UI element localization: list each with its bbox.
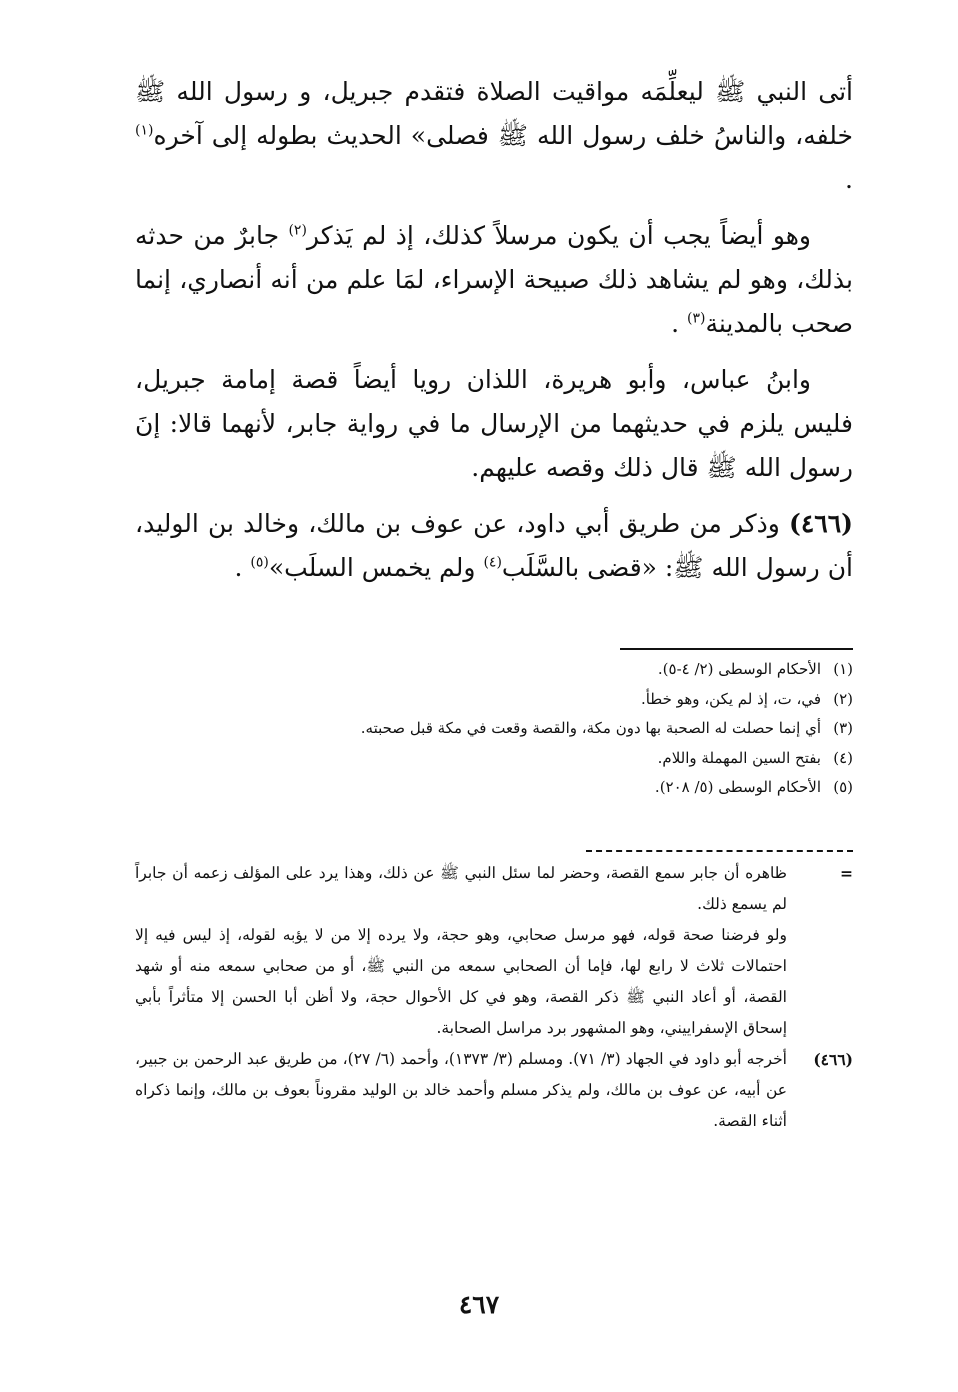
footnote-ref-2[interactable]: (٢): [288, 222, 307, 239]
paragraph-4-text-b: ولم يخمس السلَب»: [268, 553, 476, 582]
footnote-number: (٢): [833, 689, 853, 708]
main-paragraph-4: [135, 502, 853, 590]
main-paragraph-1: [135, 70, 853, 202]
footnotes: [230, 655, 853, 803]
continuation-body: [135, 858, 787, 1044]
main-text: [135, 70, 853, 602]
footnote-number: (٤): [833, 748, 853, 767]
footnote-ref-5[interactable]: (٥): [250, 554, 269, 571]
footnote-ref-1[interactable]: (١): [135, 122, 154, 139]
paragraph-1-end: .: [845, 165, 853, 194]
footnote-item: [230, 655, 853, 685]
commentary-divider: [586, 850, 853, 852]
footnote-ref-3[interactable]: (٣): [686, 310, 706, 327]
paragraph-2-rest: جابرٌ من حدثه بذلك، وهو لم يشاهد ذلك صبيحة الإسراء، لمَا علم من أنه أنصاري، إنما صحب بالمدينة: [135, 221, 853, 338]
commentary: [135, 858, 853, 1137]
continuation-marker: =: [840, 864, 853, 883]
footnote-item: [230, 744, 853, 774]
takhrij-note: [135, 1044, 853, 1137]
main-paragraph-3: وابنُ عباس، وأبو هريرة، اللذان رويا أيضاً قصة إمامة جبريل، فليس يلزم في حديثهما من الإرسال ما في رواية جابر، لأنهما قالا: إنَ رسول الله ﷺ قال ذلك وقصه عليهم.: [135, 365, 853, 482]
footnote-number: (٣): [833, 719, 853, 737]
footnote-item: [230, 714, 853, 744]
footnote-text: بفتح السين المهملة واللام.: [657, 748, 821, 767]
main-paragraph-2: [135, 214, 853, 346]
commentary-paragraph: ولو فرضنا صحة قوله، فهو مرسل صحابي، وهو حجة، ولا يرده إلا من لا يؤبه لقوله، إذ ليس فيه إلا احتمالات ثلاث لا رابع لها، فإما أن الصحابي سمعه من النبي ﷺ، أو من صحابي سمعه منه أو شهد القصة، أو أعاد النبي ﷺ ذكر القصة، وهو في كل الأحوال حجة، ولا أظن أبا الحسن إلا متأثراً بأبي إسحاق الإسفراييني، وهو المشهور برد مراسل الصحابة.: [135, 926, 787, 1037]
footnote-divider: [620, 648, 853, 650]
hadith-number: (٤٦٦): [789, 509, 854, 538]
footnote-text: الأحكام الوسطى (٢/ ٤-٥).: [657, 660, 821, 678]
commentary-paragraph: ظاهره أن جابر سمع القصة، وحضر لما سئل النبي ﷺ عن ذلك، وهذا يرد على المؤلف زعمه أن جابراً لم يسمع ذلك.: [135, 864, 787, 913]
footnote-number: (٥): [833, 778, 853, 796]
footnote-item: [230, 773, 853, 803]
paragraph-1-text: أتى النبي ﷺ ليعلِّمَه مواقيت الصلاة فتقدم جبريل، و رسول الله ﷺ خلفه، والناسُ خلف رسول الله ﷺ فصلى» الحديث بطوله إلى آخره: [135, 77, 853, 150]
takhrij-number: (٤٦٦): [813, 1050, 853, 1069]
footnote-number: (١): [833, 660, 853, 678]
takhrij-body: أخرجه أبو داود في الجهاد (٣/ ٧١). ومسلم (٣/ ١٣٧٣)، وأحمد (٦/ ٢٧)، من طريق عبد الرحمن بن جبير، عن أبيه، عن عوف بن مالك، ولم يذكر مسلم وأحمد خالد بن الوليد مقروناً بعوف بن مالك، وإنما ذكراه أثناء القصة.: [135, 1050, 787, 1130]
commentary-continuation: [135, 858, 853, 1044]
footnote-text: في، ت، إذ لم يكن، وهو خطأ.: [640, 689, 821, 708]
footnote-text: أي إنما حصلت له الصحبة بها دون مكة، والقصة وقعت في مكة قبل صحبته.: [360, 719, 821, 737]
footnote-item: [230, 685, 853, 715]
footnote-text: الأحكام الوسطى (٥/ ٢٠٨).: [654, 778, 821, 796]
page-number: ٤٦٧: [458, 1290, 500, 1319]
paragraph-4-text: وذكر من طريق أبي داود، عن عوف بن مالك، وخالد بن الوليد، أن رسول الله ﷺ: «قضى بالسَّلَب: [135, 509, 853, 582]
footnote-ref-4[interactable]: (٤): [483, 554, 502, 571]
paragraph-2-text: وهو أيضاً يجب أن يكون مرسلاً كذلك، إذ لم يَذكر: [306, 221, 811, 250]
paragraph-4-end: .: [234, 553, 243, 582]
paragraph-2-end: .: [671, 309, 680, 338]
